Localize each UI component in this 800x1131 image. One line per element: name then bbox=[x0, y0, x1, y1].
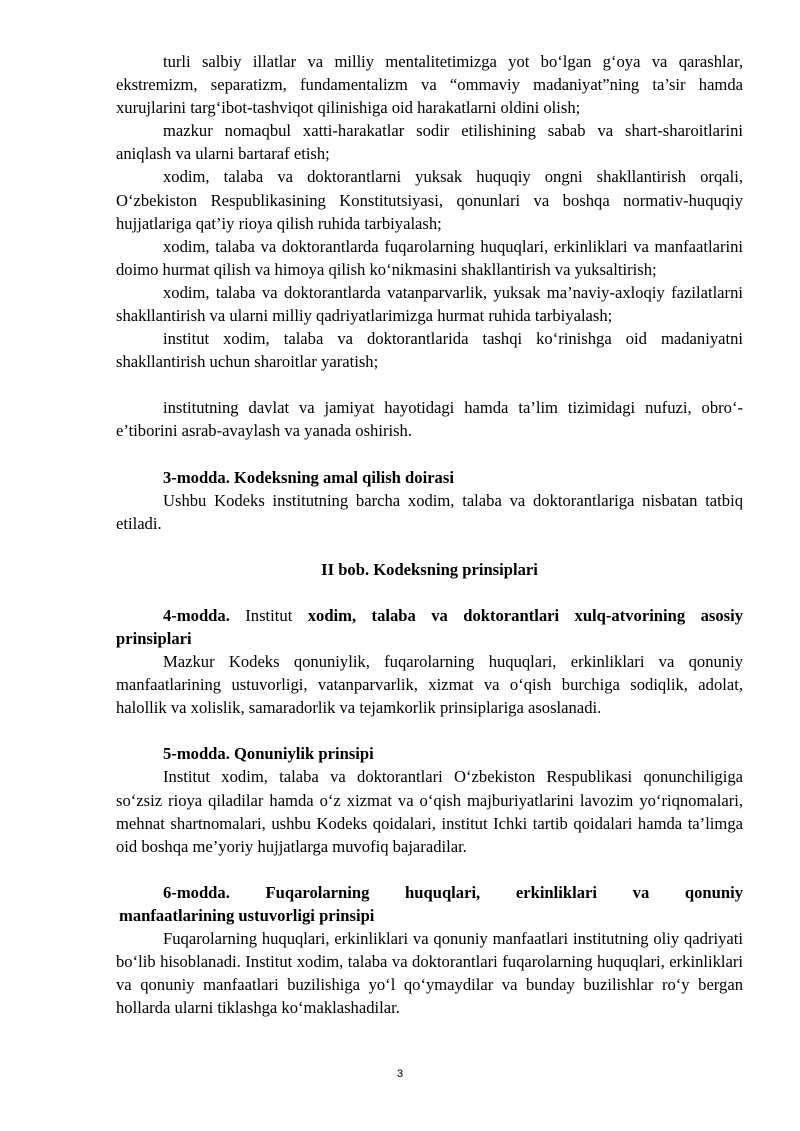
article-3-heading bbox=[116, 466, 743, 489]
list-item: institutning davlat va jamiyat hayotidagi hamda ta’lim tizimidagi nufuzi, obro‘-e’tiborini asrab-avaylash va yanada oshirish. bbox=[116, 398, 743, 441]
article-6-text: Fuqarolarning huquqlari, erkinliklari va qonuniy manfaatlari institutning oliy qadriyati bo‘lib hisoblanadi. Institut xodim, talaba va doktorantlari fuqarolarning huquqlari, erkinliklari va qonuniy manfaatlari buzilishiga yo‘l qo‘ymaydilar va bunday buzilishlar ro‘y bergan hollarda ularni tiklashga ko‘maklashadilar. bbox=[116, 929, 743, 1018]
list-item: xodim, talaba va doktorantlarni yuksak huquqiy ongni shakllantirish orqali, O‘zbekiston Respublikasining Konstitutsiyasi, qonunlari va boshqa normativ-huquqiy hujjatlariga qat’iy rioya qilish ruhida tarbiyalash; bbox=[116, 167, 743, 233]
spacer bbox=[116, 443, 743, 466]
article-6-title-continued: manfaatlarining ustuvorligi prinsipi bbox=[119, 905, 375, 925]
article-5-text: Institut xodim, talaba va doktorantlari O‘zbekiston Respublikasi qonunchiligiga so‘zsiz rioya qiladilar hamda o‘z xizmat va o‘qish majburiyatlarini lavozim yo‘riqnomalari, mehnat shartnomalari, ushbu Kodeks qoidalari, institut Ichki tartib qoidalari hamda ta’limga oid boshqa me’yoriy hujjatlarga muvofiq bajaradilar. bbox=[116, 767, 743, 856]
article-4-number: 4-modda. bbox=[163, 605, 230, 625]
article-6-title-word: erkinliklari bbox=[515, 882, 597, 902]
list-item: institut xodim, talaba va doktorantlarida tashqi ko‘rinishga oid madaniyatni shakllantirish uchun sharoitlar yaratish; bbox=[116, 329, 743, 372]
article-6-title-word: Fuqarolarning bbox=[265, 882, 370, 902]
spacer bbox=[116, 535, 743, 558]
article-6-title-word: qonuniy bbox=[684, 882, 743, 902]
article-4-text: Mazkur Kodeks qonuniylik, fuqarolarning huquqlari, erkinliklari va qonuniy manfaatlarining ustuvorligi, vatanparvarlik, xizmat va o‘qish burchiga sodiqlik, adolat, halollik va xolislik, samaradorlik va tejamkorlik prinsiplariga asoslanadi. bbox=[116, 652, 743, 718]
article-5-title: 5-modda. Qonuniylik prinsipi bbox=[163, 744, 374, 764]
article-3-title: 3-modda. Kodeksning amal qilish doirasi bbox=[163, 467, 454, 487]
list-item: mazkur nomaqbul xatti-harakatlar sodir etilishining sabab va shart-sharoitlarini aniqlash va ularni bartaraf etish; bbox=[116, 121, 743, 164]
article-6-title-word: huquqlari, bbox=[405, 882, 481, 902]
article-6-title-word: 6-modda. bbox=[163, 882, 230, 902]
page-content bbox=[116, 50, 743, 1019]
article-4-heading bbox=[116, 604, 743, 650]
article-6-title-word: va bbox=[632, 882, 650, 902]
article-5-heading bbox=[116, 742, 743, 765]
article-4-title-end: prinsiplari bbox=[116, 628, 192, 648]
chapter-heading: II bob. Kodeksning prinsiplari bbox=[321, 559, 538, 579]
list-item: xodim, talaba va doktorantlarda vatanparvarlik, yuksak ma’naviy-axloqiy fazilatlarni shakllantirish va ularni milliy qadriyatlarimizga hurmat ruhida tarbiyalash; bbox=[116, 282, 743, 326]
spacer bbox=[116, 719, 743, 742]
list-item: xodim, talaba va doktorantlarda fuqarolarning huquqlari, erkinliklari va manfaatlarini doimo hurmat qilish va himoya qilish ko‘nikmasini shakllantirish va yuksaltirish; bbox=[116, 236, 743, 279]
page-number: 3 bbox=[396, 1068, 404, 1080]
spacer bbox=[116, 581, 743, 604]
spacer bbox=[116, 858, 743, 881]
spacer bbox=[116, 373, 743, 396]
list-item: turli salbiy illatlar va milliy mentalitetimizga yot bo‘lgan g‘oya va qarashlar, ekstremizm, separatizm, fundamentalizm va “ommaviy madaniyat”ning ta’sir hamda xurujlarini targ‘ibot-tashviqot qilinishiga oid harakatlarni oldini olish; bbox=[116, 52, 743, 118]
article-4-title-plain: Institut bbox=[245, 605, 293, 625]
article-4-title: xodim, talaba va doktorantlari xulq-atvorining asosiy bbox=[307, 605, 743, 625]
article-6-heading bbox=[116, 881, 743, 904]
article-3-text: Ushbu Kodeks institutning barcha xodim, talaba va doktorantlariga nisbatan tatbiq etiladi. bbox=[116, 490, 743, 533]
